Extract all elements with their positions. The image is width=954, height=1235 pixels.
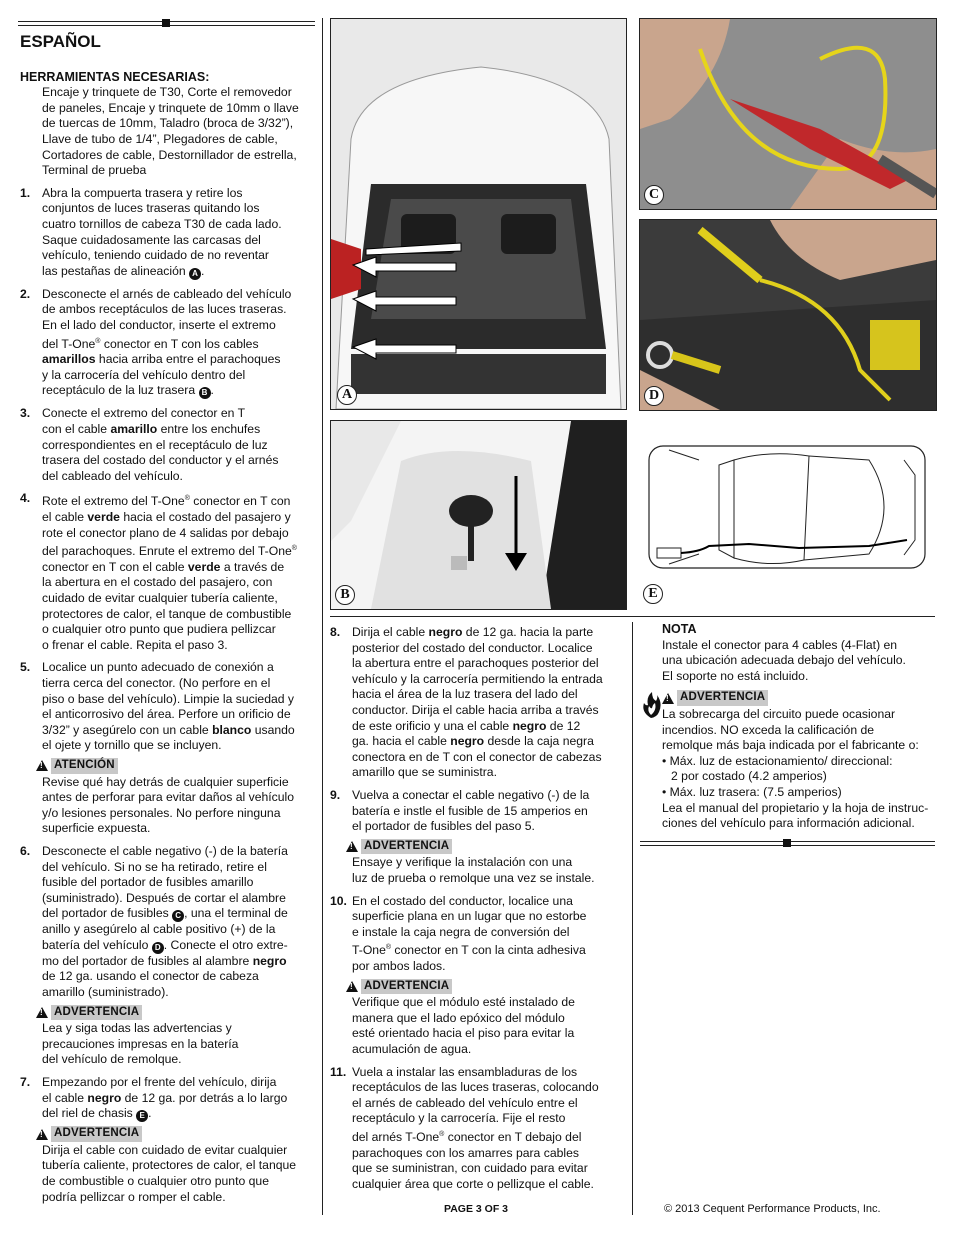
figure-d-label: D — [644, 386, 664, 406]
column-1: ESPAÑOL HERRAMIENTAS NECESARIAS: Encaje y trinquete de T30, Corte el removedor de paneles, Encaje y trinquete de 10mm o llave de tuercas de 10mm, Taladro (broca de 3/32”), Llave de tubo de 1/4”, Plegadores de cable, Cortadores de cable, Destornillador de estrella, Terminal de prueba 1. Abra la compuerta trasera y retire los conjuntos de luces traseras quitando los cuatro tornillos de cabeza T30 de cada lado. Saque cuidadosamente las carcasas del vehículo, teniendo cuidado de no reventar las pestañas de alineación A . 2. Desconecte el arnés de cableado del vehículo de ambos receptáculos de las luces traseras. En el lado del conductor, inserte el extremo del T-One® conector en T con los cables amarillos hacia arriba entre el parachoques y la carrocería del vehículo dentro del receptáculo de la luz trasera B . 3. Conecte el extremo del conector en T con el cable amarillo entre los enchufes correspondientes en el receptáculo de luz trasera del costado del conductor y el arnés del cableado del vehículo. 4. Rote el extremo del T-One® conector en T con el cable verde hacia el costado del pasajero y rote el conector plano de 4 salidas por debajo del parachoques. Enrute el extremo del T-One® conector en T con el cable verde a través de la abertura en el costado del pasajero, con cuidado de evitar cualquier tubería caliente, protectores de calor, el tanque de combustible o cualquier otro punto que pudiera pellizcar o frenar el cable. Repita el paso 3. 5. Localice un punto adecuado de conexión a tierra cerca del conector. (No perfore en el piso o base del vehículo). Limpie la suciedad y el anticorrosivo del área. Perfore un orificio de 3/32” y asegúrelo con un cable blanco usando el ojete y tornillo que se incluyen. ! ATENCIÓN Revise qué hay detrás de cualquier superficie antes de perforar para evitar daños al vehículo y/o lesiones personales. No perfore ninguna superficie expuesta. 6. Desconecte el cable negativo (-) de la batería del vehículo. Si no se ha retirado, retire el fusible del portador de fusibles amarillo (suministrado). Después de cortar el alambre del portador de fusibles C , una el terminal de anillo y asegúrelo al cable positivo (+) de la batería del vehículo D . Conecte el otro extre- mo del portador de fusibles al alambre negro de 12 ga. usando el conector de cabeza amarillo (suministrado). ! ADVERTENCIA Lea y siga todas las advertencias y precauciones impresas en la batería del vehículo de remolque. 7. Empezando por el frente del vehículo, dirija el cable negro de 12 ga. por detrás a lo largo del riel de chasis E . ! ADVERTENCIA Dirija el cable con cuidado de evitar cualquier tubería caliente, protectores de calor, el tanque de combustible o cualquier otro punto que podría pellizcar o romper el cable. — [20, 34, 316, 1205]
fire-warning-icon — [640, 690, 662, 720]
figure-c-photo — [639, 18, 937, 210]
figure-ref-c: C — [172, 910, 184, 922]
figure-ref-a: A — [189, 268, 201, 280]
step-5: 5. Localice un punto adecuado de conexión a tierra cerca del conector. (No perfore en el piso o base del vehículo). Limpie la suciedad y el anticorrosivo del área. Perfore un orificio de 3/32” y asegúrelo con un cable blanco usando el ojete y tornillo que se incluyen. — [20, 660, 295, 753]
step-6: 6. Desconecte el cable negativo (-) de la batería del vehículo. Si no se ha retirado, retire el fusible del portador de fusibles amarillo (suministrado). Después de cortar el alambre del portador de fusibles C , una el terminal de anillo y asegúrelo al cable positivo (+) de la batería del vehículo D . Conecte el otro extre- mo del portador de fusibles al alambre negro de 12 ga. usando el conector de cabeza amarillo (suministrado). — [20, 843, 288, 1000]
tools-heading: HERRAMIENTAS NECESARIAS: — [20, 69, 210, 84]
tools-list: Encaje y trinquete de T30, Corte el removedor de paneles, Encaje y trinquete de 10mm o llave de tuercas de 10mm, Taladro (broca de 3/32”), Llave de tubo de 1/4”, Plegadores de cable, Cortadores de cable, Destornillador de estrella, Terminal de prueba — [42, 85, 299, 178]
figure-b-label: B — [335, 585, 355, 605]
warning-notice-1: ! ADVERTENCIA — [36, 1005, 316, 1021]
figure-d-illustration — [640, 220, 936, 410]
figure-e-label: E — [643, 584, 663, 604]
warning-triangle-icon — [346, 981, 358, 992]
warning-notice-4: ! ADVERTENCIA — [346, 979, 626, 995]
step-1: 1. Abra la compuerta trasera y retire los conjuntos de luces traseras quitando los cuatro tornillos de cabeza T30 de cada lado. Saque cuidadosamente las carcasas del vehículo, teniendo cuidado de no reventar las pestañas de alineación A . — [20, 185, 282, 278]
figure-c-illustration — [640, 19, 936, 209]
column-divider-1 — [322, 18, 323, 1215]
figures-bottom-rule — [330, 616, 935, 617]
rule-marker — [162, 19, 170, 27]
step-8: 8. Dirija el cable negro de 12 ga. hacia la parte posterior del costado del conductor. Localice la abertura entre el parachoques posterior del vehículo y la carrocería permitiendo la entrada hacia el área de la luz trasera del lado del conductor. Dirija el cable hacia arriba a través de este orificio y una el cable negro de 12 ga. hacia el cable negro desde la caja negra conectora en de T con el conector de cabezas amarillo que se suministra. — [330, 625, 603, 780]
step-10: 10. En el costado del conductor, localice una superficie plana en un lugar que no estorbe e instale la caja negra de conversión del T-One® conector en T con la cinta adhesiva por ambos lados. — [330, 893, 587, 973]
warning-triangle-icon — [36, 760, 48, 771]
warning-triangle-icon — [346, 841, 358, 852]
step-3: 3. Conecte el extremo del conector en T con el cable amarillo entre los enchufes correspondientes en el receptáculo de luz trasera del costado del conductor y el arnés del cableado del vehículo. — [20, 406, 279, 483]
step-4: 4. Rote el extremo del T-One® conector en T con el cable verde hacia el costado del pasajero y rote el conector plano de 4 salidas por debajo del parachoques. Enrute el extremo del T-One® conector en T con el cable verde a través de la abertura en el costado del pasajero, con cuidado de evitar cualquier tubería caliente, protectores de calor, el tanque de combustible o cualquier otro punto que pudiera pellizcar o frenar el cable. Repita el paso 3. — [20, 491, 297, 652]
rule-marker — [783, 839, 791, 847]
note-block: NOTA Instale el conector para 4 cables (4-Flat) en una ubicación adecuada debajo del vehículo. El soporte no está incluido. — [662, 622, 906, 683]
figure-c-label: C — [644, 185, 664, 205]
step-11: 11. Vuela a instalar las ensambladuras de los receptáculos de las luces traseras, colocando el arnés de cableado del vehículo entre el receptáculo y la carrocería. Fije el resto del arnés T-One® conector en T debajo del parachoques con los amarres para cables que se suministran, con cuidado para evitar cualquier área que corte o pellizque el cable. — [330, 1064, 599, 1191]
figure-ref-e: E — [136, 1110, 148, 1122]
figure-d-photo — [639, 219, 937, 411]
figure-e-diagram — [639, 420, 935, 608]
figure-a-illustration — [331, 19, 626, 409]
warning-triangle-icon — [36, 1007, 48, 1018]
column-3 — [640, 622, 936, 832]
fire-warning-block: ! ADVERTENCIA La sobrecarga del circuito puede ocasionar incendios. NO exceda la calificación de remolque más baja indicada por el fabricante o: • Máx. luz de estacionamiento/ direccional: 2 por costado (4.2 amperios) • Máx. luz trasera: (7.5 amperios) Lea el manual del propietario y la hoja de instruc- ciones del vehículo para información adicional. — [640, 690, 936, 831]
warning-notice-2: ! ADVERTENCIA — [36, 1126, 316, 1142]
page-number: PAGE 3 OF 3 — [444, 1203, 508, 1215]
figure-ref-d: D — [152, 942, 164, 954]
copyright: © 2013 Cequent Performance Products, Inc. — [664, 1203, 881, 1215]
warning-notice-3: ! ADVERTENCIA — [346, 839, 626, 855]
figure-a-photo — [330, 18, 627, 410]
warning-triangle-icon — [662, 693, 674, 704]
warning-triangle-icon — [36, 1129, 48, 1140]
figure-b-illustration — [331, 421, 626, 609]
column-2: 8. Dirija el cable negro de 12 ga. hacia la parte posterior del costado del conductor. Localice la abertura entre el parachoques posterior del vehículo y la carrocería permitiendo la entrada hacia el área de la luz trasera del lado del conductor. Dirija el cable hacia arriba a través de este orificio y una el cable negro de 12 ga. hacia el cable negro desde la caja negra conectora en de T con el conector de cabezas amarillo que se suministra. 9. Vuelva a conectar el cable negativo (-) de la batería e instle el fusible de 15 amperios en el portador de fusibles del paso 5. ! ADVERTENCIA Ensaye y verifique la instalación con una luz de prueba o remolque una vez se instale. 10. En el costado del conductor, localice una superficie plana en un lugar que no estorbe e instale la caja negra de conversión del T-One® conector en T con la cinta adhesiva por ambos lados. ! ADVERTENCIA Verifique que el módulo esté instalado de manera que el lado epóxico del módulo esté orientado hacia el piso para evitar la acumulación de agua. 11. Vuela a instalar las ensambladuras de los receptáculos de las luces traseras, colocando el arnés de cableado del vehículo entre el receptáculo y la carrocería. Fije el resto del arnés T-One® conector en T debajo del parachoques con los amarres para cables que se suministran, con cuidado para evitar cualquier área que corte o pellizque el cable. — [330, 618, 626, 1192]
figure-a-label: A — [337, 385, 357, 405]
section-title: ESPAÑOL — [20, 32, 101, 51]
figure-e-illustration — [639, 420, 935, 608]
figure-b-photo — [330, 420, 627, 610]
column-divider-2 — [632, 622, 633, 1215]
step-7: 7. Empezando por el frente del vehículo, dirija el cable negro de 12 ga. por detrás a lo largo del riel de chasis E . — [20, 1075, 288, 1121]
step-2: 2. Desconecte el arnés de cableado del vehículo de ambos receptáculos de las luces traseras. En el lado del conductor, inserte el extremo del T-One® conector en T con los cables amarillos hacia arriba entre el parachoques y la carrocería del vehículo dentro del receptáculo de la luz trasera B . — [20, 286, 292, 398]
figure-ref-b: B — [199, 387, 211, 399]
attention-notice: ! ATENCIÓN — [36, 758, 316, 774]
step-9: 9. Vuelva a conectar el cable negativo (-) de la batería e instle el fusible de 15 amperios en el portador de fusibles del paso 5. — [330, 787, 590, 834]
